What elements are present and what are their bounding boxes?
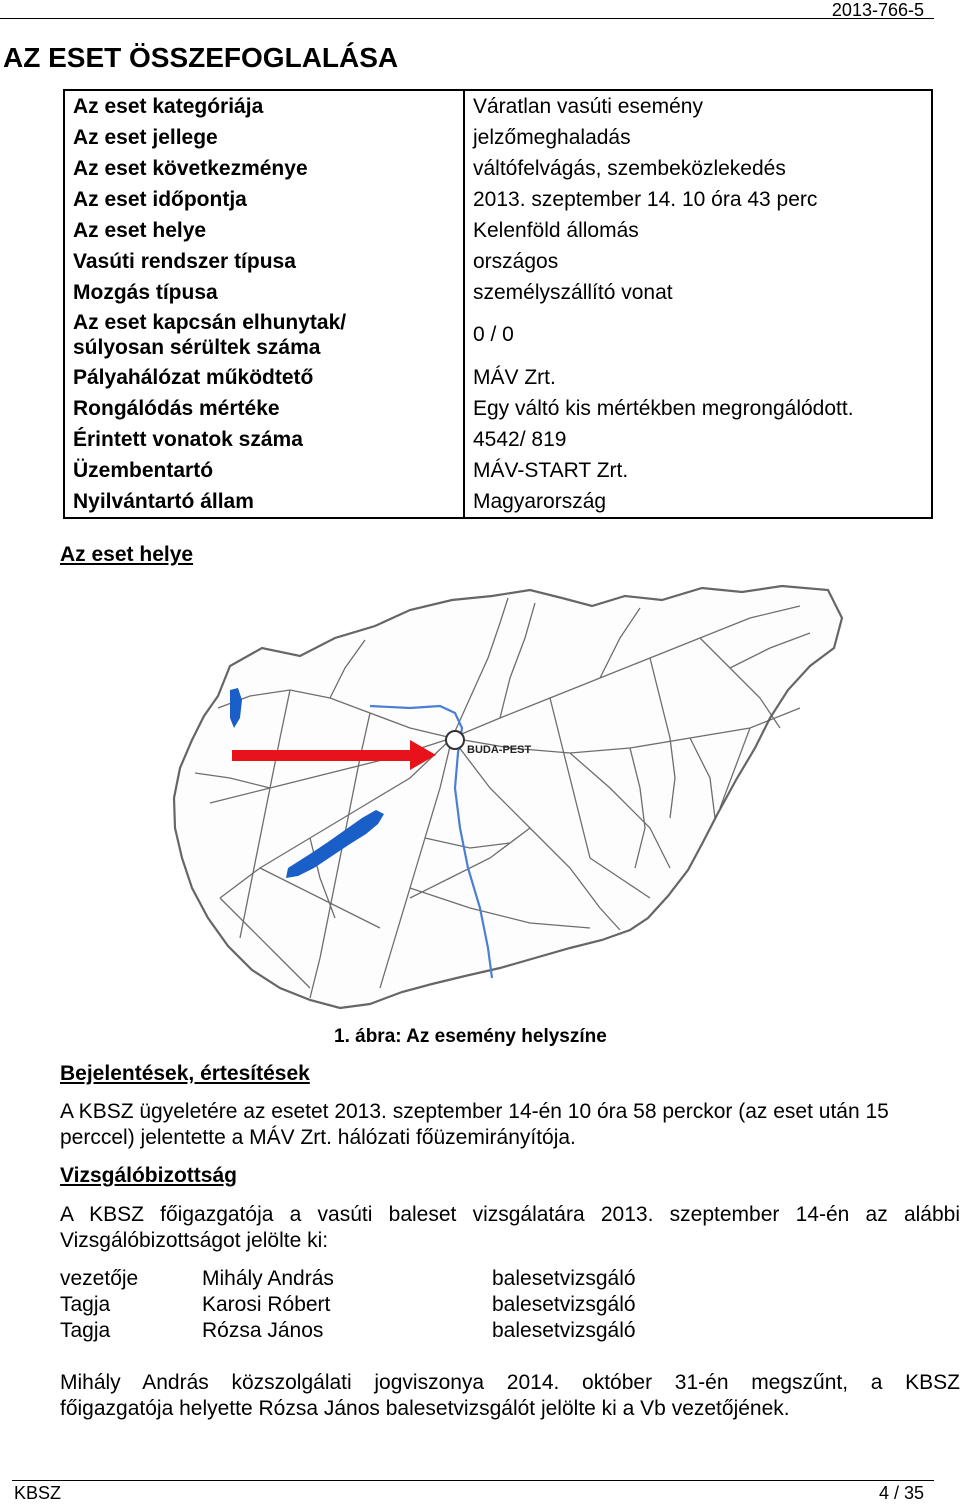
member-title: balesetvizsgáló [492, 1267, 636, 1290]
table-row [64, 215, 932, 246]
row-label: Nyilvántartó állam [73, 489, 254, 513]
document-id: 2013-766-5 [831, 0, 924, 20]
table-row [64, 153, 932, 184]
row-value: MÁV Zrt. [464, 362, 932, 393]
header-rule [0, 18, 934, 19]
table-row [64, 122, 932, 153]
member-name: Mihály András [202, 1267, 334, 1290]
row-label: Az eset időpontja [73, 187, 247, 211]
text-line: főigazgatója helyette Rózsa János balesetvizsgálót jelölte ki a Vb vezetőjének. [60, 1397, 790, 1420]
row-value: 4542/ 819 [464, 424, 932, 455]
row-value: váltófelvágás, szembeközlekedés [464, 153, 932, 184]
row-value: MÁV-START Zrt. [464, 455, 932, 486]
railway-map [170, 578, 850, 1023]
row-label: Érintett vonatok száma [73, 427, 303, 451]
row-value: Váratlan vasúti esemény [464, 90, 932, 122]
summary-table [63, 89, 933, 519]
text-line: A KBSZ főigazgatója a vasúti baleset vizsgálatára 2013. szeptember 14-én az alábbi [60, 1203, 960, 1226]
page-title: AZ ESET ÖSSZEFOGLALÁSA [3, 42, 399, 73]
list-item [60, 1266, 760, 1292]
member-role: Tagja [60, 1293, 111, 1316]
row-label: Pályahálózat működtető [73, 365, 314, 389]
row-value: 0 / 0 [464, 308, 932, 362]
table-row [64, 486, 932, 518]
country-outline [174, 586, 842, 1008]
figure-caption: 1. ábra: Az esemény helyszíne [334, 1026, 607, 1047]
row-value: személyszállító vonat [464, 277, 932, 308]
notifications-heading: Bejelentések, értesítések [60, 1062, 310, 1085]
member-title: balesetvizsgáló [492, 1319, 636, 1342]
row-value: Egy váltó kis mértékben megrongálódott. [464, 393, 932, 424]
row-label: Vasúti rendszer típusa [73, 249, 296, 273]
table-row [64, 393, 932, 424]
row-label-line: Az eset kapcsán elhunytak/ [73, 311, 347, 334]
row-value: jelzőmeghaladás [464, 122, 932, 153]
member-name: Rózsa János [202, 1319, 324, 1342]
budapest-marker [446, 731, 464, 749]
row-value: Kelenföld állomás [464, 215, 932, 246]
table-row [64, 362, 932, 393]
list-item [60, 1318, 760, 1344]
page-number: 4 / 35 [878, 1483, 924, 1503]
row-label: Rongálódás mértéke [73, 396, 280, 420]
table-row [64, 424, 932, 455]
row-label: Az eset következménye [73, 156, 308, 180]
location-heading: Az eset helye [60, 543, 194, 566]
committee-note [60, 1370, 960, 1422]
row-label: Az eset helye [73, 218, 207, 242]
table-row [64, 184, 932, 215]
text-line: Vizsgálóbizottságot jelölte ki: [60, 1229, 329, 1252]
member-title: balesetvizsgáló [492, 1293, 636, 1316]
text-line: perccel) jelentette a MÁV Zrt. hálózati főüzemirányítója. [60, 1126, 576, 1149]
footer-org: KBSZ [14, 1483, 62, 1503]
member-name: Karosi Róbert [202, 1293, 331, 1316]
row-label: Mozgás típusa [73, 280, 218, 304]
row-value: országos [464, 246, 932, 277]
member-role: Tagja [60, 1319, 111, 1342]
row-value: 2013. szeptember 14. 10 óra 43 perc [464, 184, 932, 215]
row-label: Üzembentartó [73, 458, 214, 482]
table-row [64, 277, 932, 308]
table-row [64, 308, 932, 362]
text-line: A KBSZ ügyeletére az esetet 2013. szeptember 14-én 10 óra 58 perckor (az eset után 15 [60, 1100, 889, 1123]
committee-intro [60, 1202, 960, 1254]
row-label [64, 308, 464, 362]
row-label: Az eset jellege [73, 125, 218, 149]
budapest-label: BUDA-PEST [467, 744, 532, 756]
member-role: vezetője [60, 1267, 139, 1290]
hungary-railway-map-figure [170, 578, 850, 1023]
footer-rule [12, 1480, 934, 1481]
committee-members [60, 1266, 760, 1344]
row-label: Az eset kategóriája [73, 94, 264, 118]
list-item [60, 1292, 760, 1318]
table-row [64, 246, 932, 277]
notifications-text [60, 1099, 960, 1151]
text-line: Mihály András közszolgálati jogviszonya 2014. október 31-én megszűnt, a KBSZ [60, 1371, 960, 1394]
table-row [64, 90, 932, 122]
row-value: Magyarország [464, 486, 932, 518]
table-row [64, 455, 932, 486]
committee-heading: Vizsgálóbizottság [60, 1164, 237, 1187]
row-label-line: súlyosan sérültek száma [73, 336, 321, 359]
